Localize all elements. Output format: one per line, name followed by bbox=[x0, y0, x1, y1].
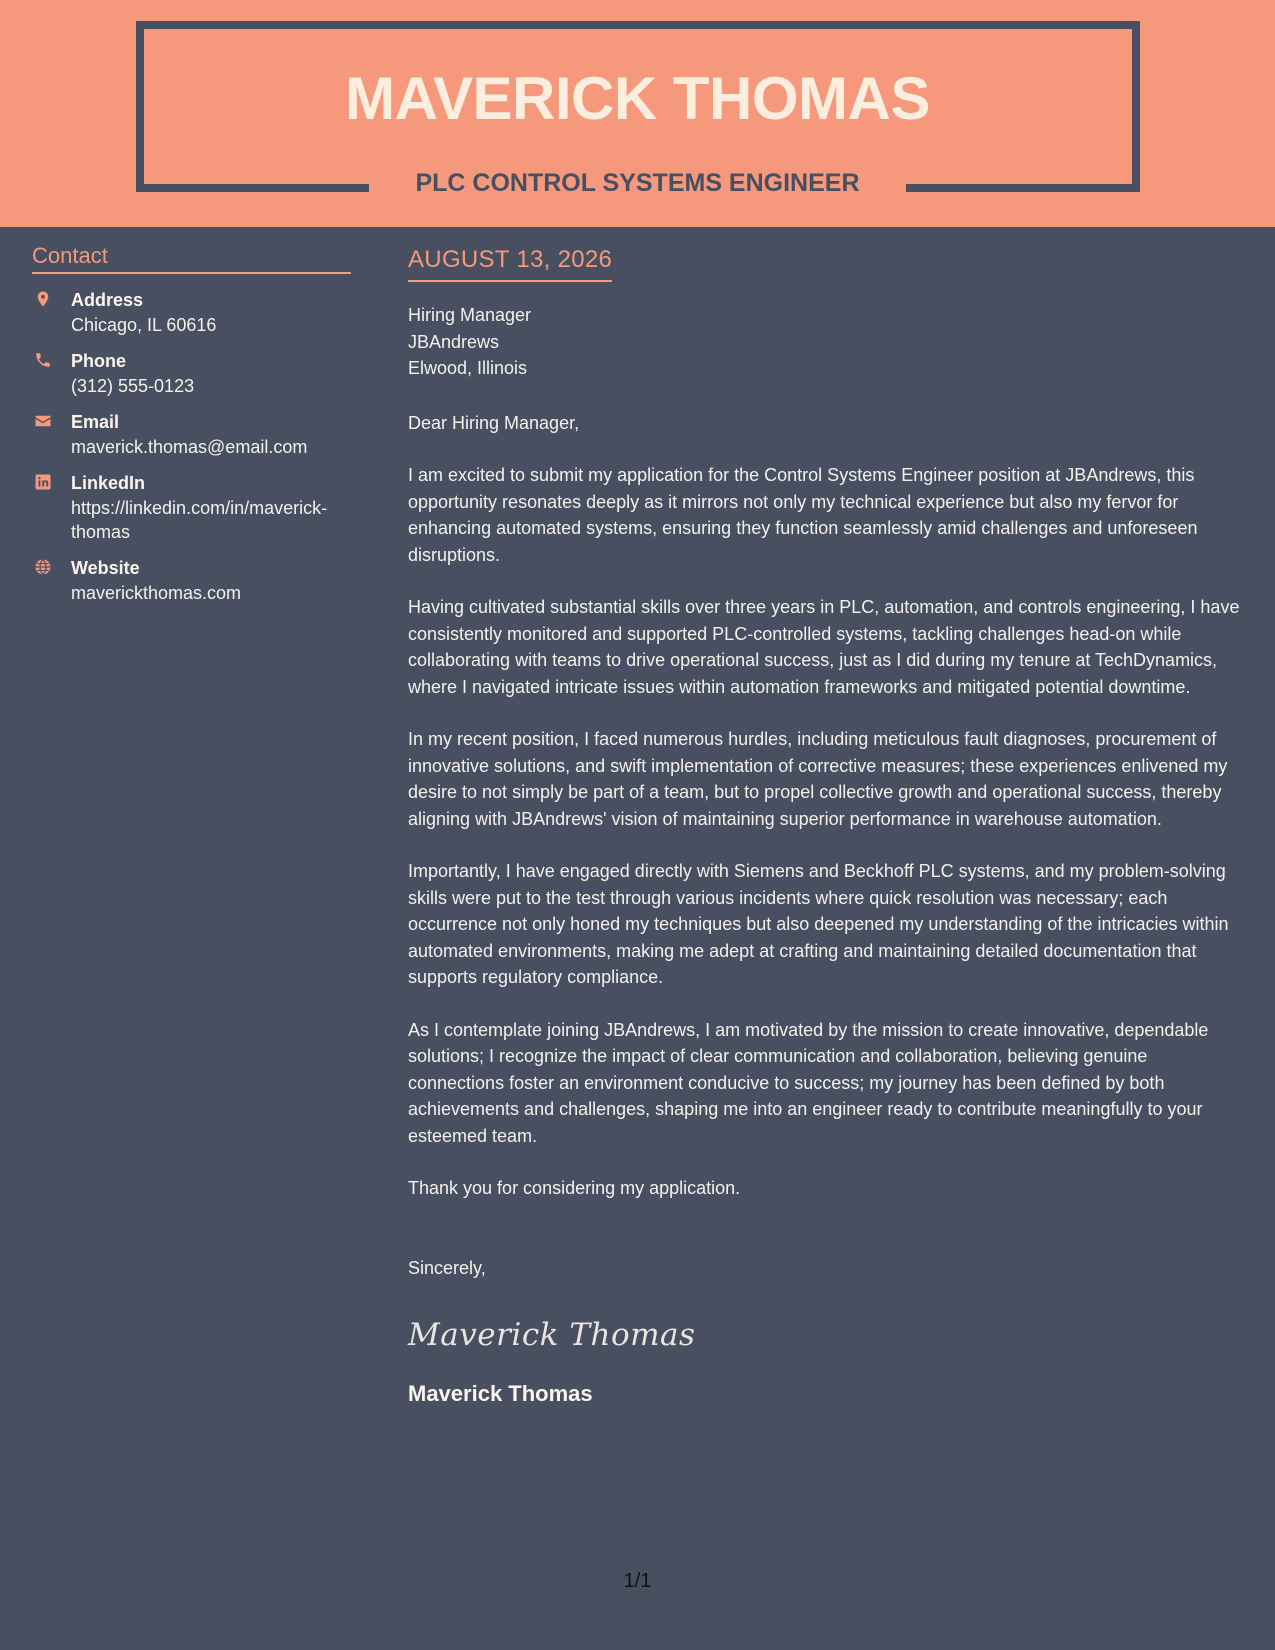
contact-label: Address bbox=[71, 290, 144, 310]
paragraph: Thank you for considering my application. bbox=[408, 1178, 741, 1198]
contact-item-address bbox=[32, 288, 351, 337]
contact-label: Phone bbox=[71, 351, 127, 371]
recipient-line: JBAndrews bbox=[408, 331, 500, 352]
signer-name: Maverick Thomas bbox=[408, 1381, 593, 1406]
job-title: PLC CONTROL SYSTEMS ENGINEER bbox=[415, 169, 860, 197]
contact-item-phone bbox=[32, 349, 351, 398]
phone-icon bbox=[34, 351, 52, 369]
job-title-box bbox=[369, 168, 906, 204]
contact-label: LinkedIn bbox=[71, 473, 146, 493]
linkedin-icon bbox=[34, 473, 52, 491]
paragraph: As I contemplate joining JBAndrews, I am motivated by the mission to create innovative, dependable solutions; I recognize the impact of clear communication and collaboration, believing genuine connections foster an environment conducive to success; my journey has been defined by both achievements and challenges, shaping me into an engineer ready to contribute meaningfully to your esteemed team. bbox=[408, 1019, 1209, 1146]
recipient-block bbox=[408, 302, 1248, 382]
globe-icon bbox=[34, 558, 52, 576]
contact-heading: Contact bbox=[32, 240, 351, 274]
contact-label: Website bbox=[71, 558, 140, 578]
header-banner bbox=[0, 0, 1275, 227]
contact-value: (312) 555-0123 bbox=[71, 376, 195, 396]
letter-body bbox=[408, 244, 1248, 1409]
contact-value: Chicago, IL 60616 bbox=[71, 315, 217, 335]
recipient-line: Hiring Manager bbox=[408, 305, 532, 325]
recipient-line: Elwood, Illinois bbox=[408, 358, 528, 378]
paragraph: I am excited to submit my application for the Control Systems Engineer position at JBAndrews, this opportunity resonates deeply as it mirrors not only my technical experience but also my fervor for enhancing automated systems, ensuring they function seamlessly amid challenges and unforeseen disruptions. bbox=[408, 465, 1198, 565]
location-pin-icon bbox=[34, 290, 52, 308]
contact-sidebar bbox=[32, 240, 351, 617]
contact-value[interactable]: https://linkedin.com/in/maverick-thomas bbox=[71, 498, 328, 542]
handwritten-signature: Maverick Thomas bbox=[408, 1317, 696, 1353]
candidate-name: MAVERICK THOMAS bbox=[345, 65, 930, 132]
contact-item-website bbox=[32, 556, 351, 605]
contact-list bbox=[32, 288, 351, 605]
closing: Sincerely, bbox=[408, 1257, 486, 1278]
contact-label: Email bbox=[71, 412, 120, 432]
contact-value[interactable]: maverick.thomas@email.com bbox=[71, 437, 308, 457]
paragraph: Having cultivated substantial skills over three years in PLC, automation, and controls engineering, I have consistently monitored and supported PLC-controlled systems, tackling challenges head-on while collaborating with teams to drive operational success, just as I did during my tenure at TechDynamics, where I navigated intricate issues within automation frameworks and mitigated potential downtime. bbox=[408, 597, 1240, 697]
envelope-icon bbox=[34, 412, 52, 430]
greeting: Dear Hiring Manager, bbox=[408, 412, 580, 433]
contact-item-linkedin bbox=[32, 471, 351, 544]
contact-item-email bbox=[32, 410, 351, 459]
page-number: 1/1 bbox=[623, 1570, 652, 1592]
letter-date: AUGUST 13, 2026 bbox=[408, 244, 612, 282]
paragraph: In my recent position, I faced numerous hurdles, including meticulous fault diagnoses, procurement of innovative solutions, and swift implementation of corrective measures; these experiences enlivened my desire to not simply be part of a team, but to propel collective growth and operational success, thereby aligning with JBAndrews' vision of maintaining superior performance in warehouse automation. bbox=[408, 729, 1228, 829]
paragraph: Importantly, I have engaged directly with Siemens and Beckhoff PLC systems, and my problem-solving skills were put to the test through various incidents where quick resolution was necessary; each occurrence not only honed my techniques but also deepened my understanding of the intricacies within automated environments, making me adept at crafting and maintaining detailed documentation that supports regulatory compliance. bbox=[408, 861, 1229, 987]
contact-value[interactable]: maverickthomas.com bbox=[71, 583, 242, 603]
